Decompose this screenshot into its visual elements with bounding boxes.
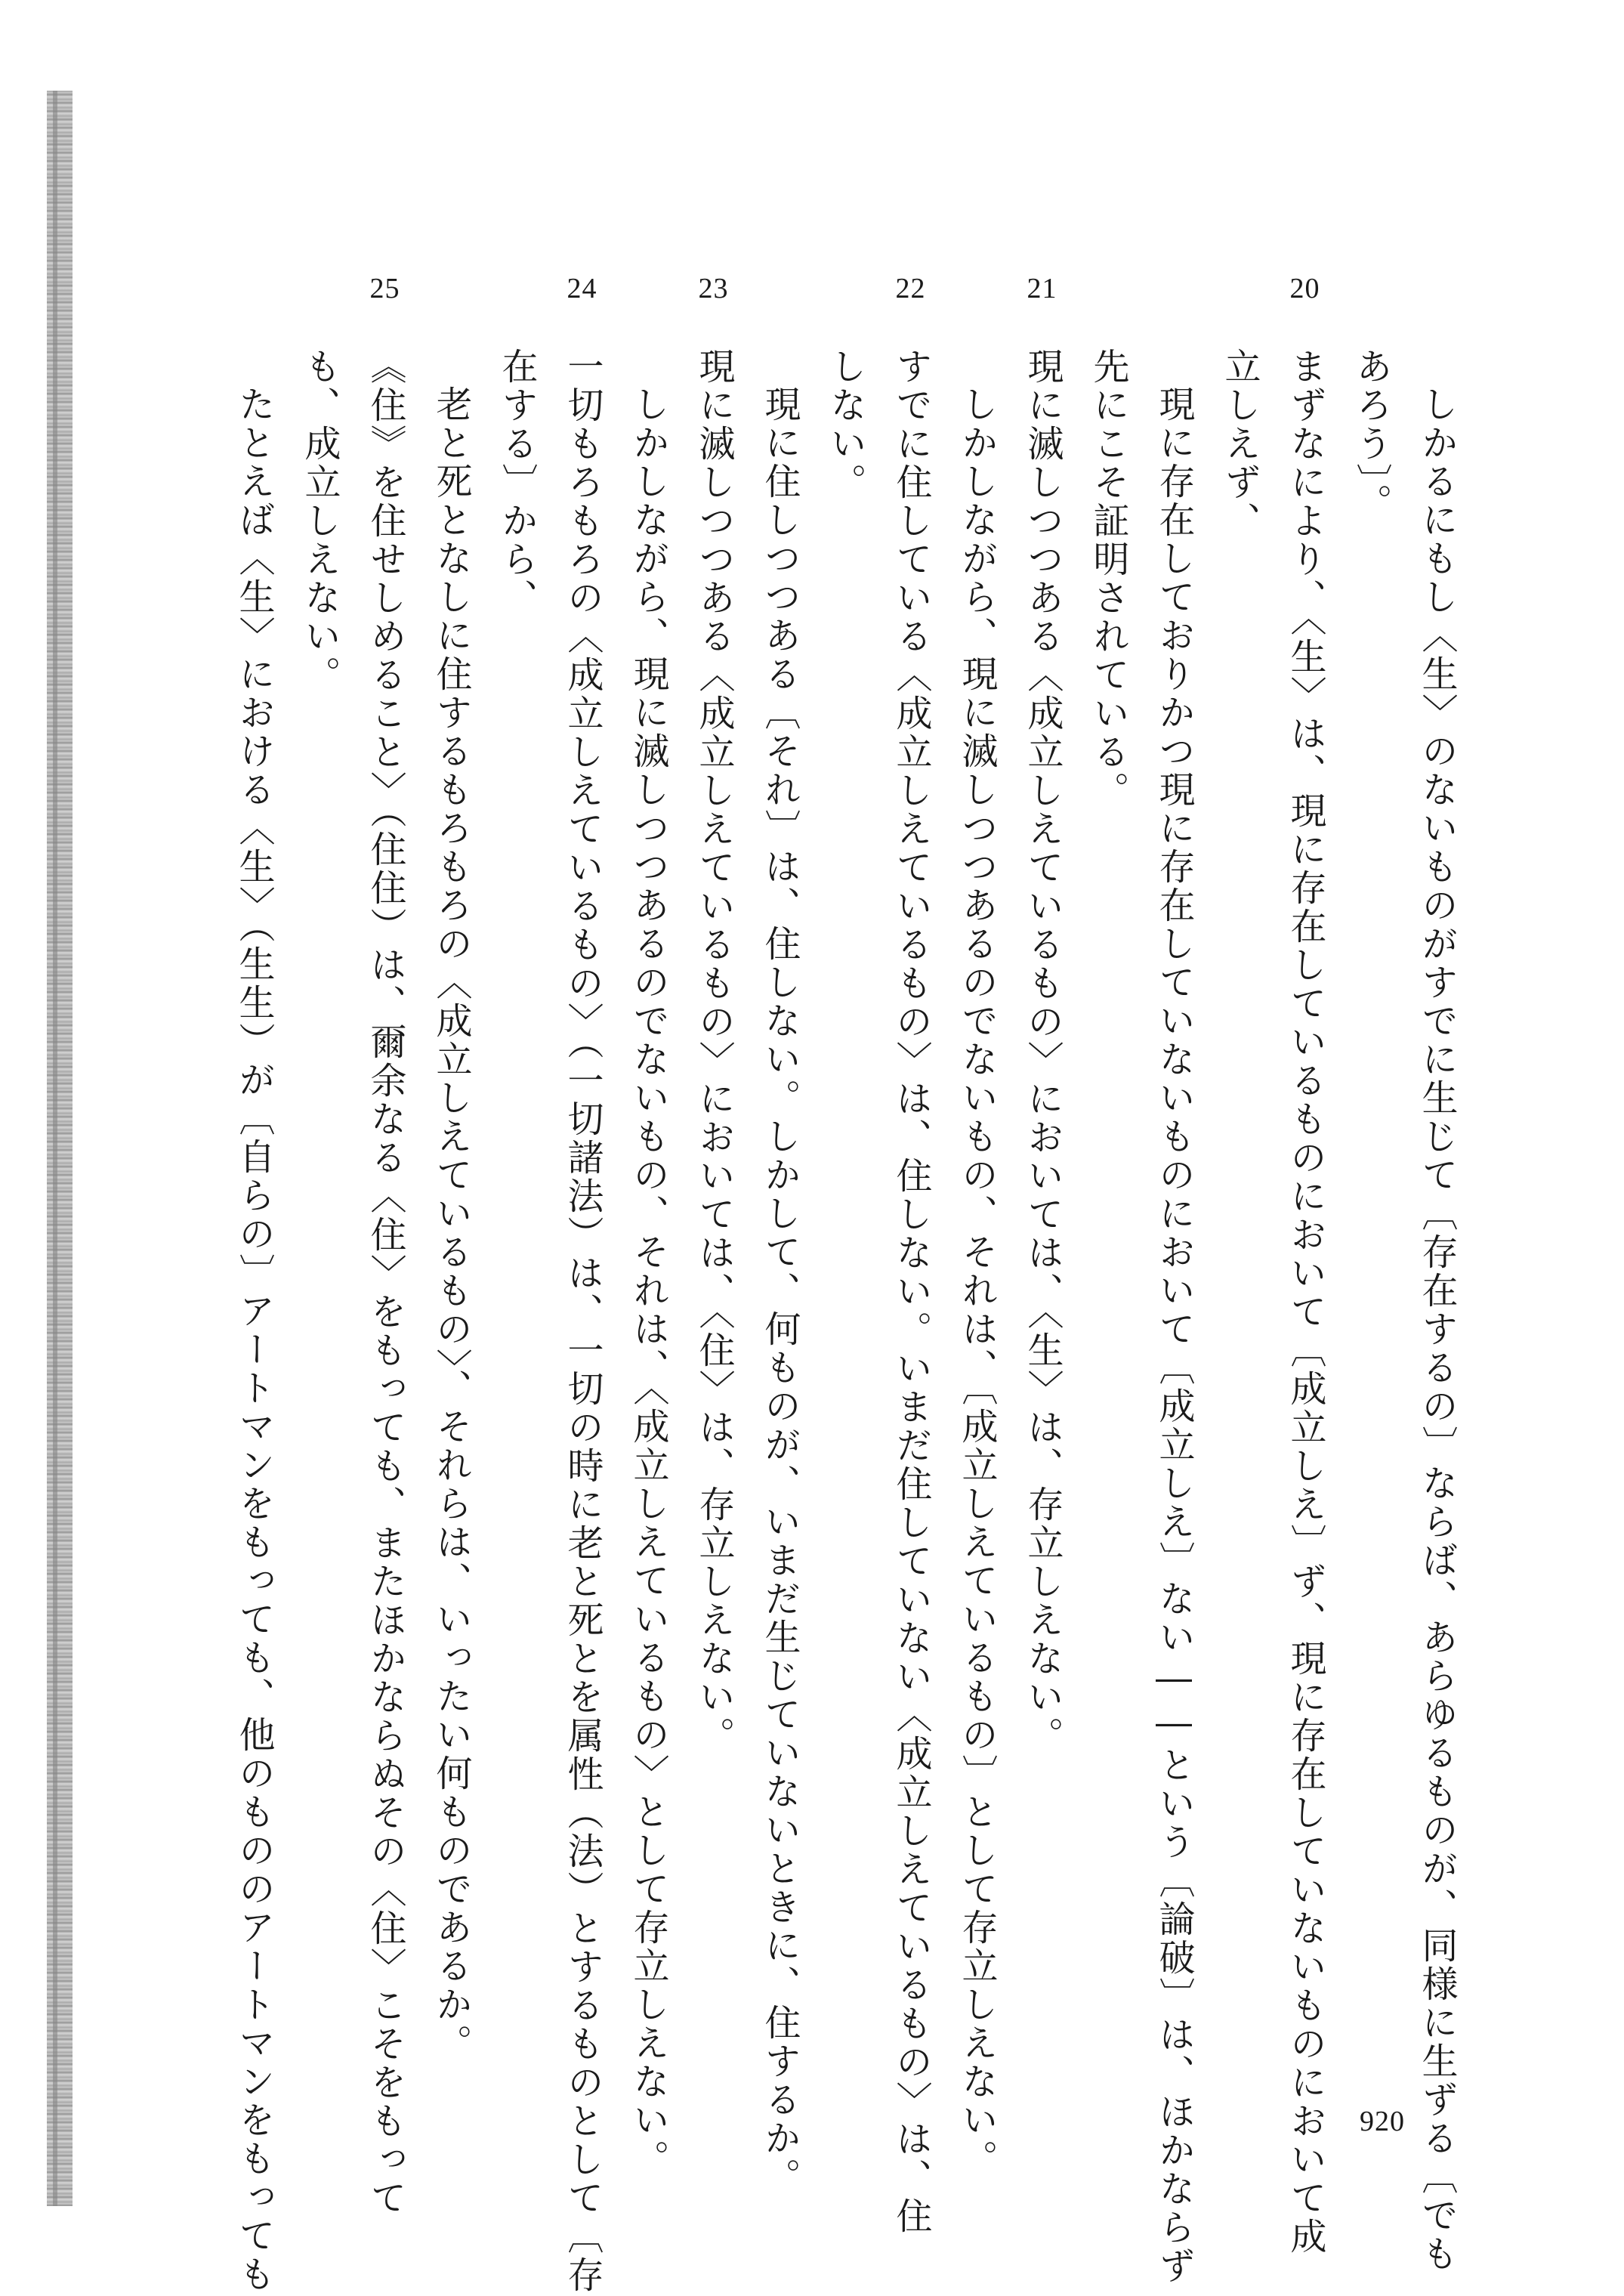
text-column bbox=[549, 257, 615, 2294]
text-column bbox=[615, 257, 681, 2178]
verse-line: 《住》を住せしめること〉（住住）は、爾余なる〈住〉をもっても、またほかならぬその〈住〉こそをもって bbox=[364, 348, 406, 2217]
text-column bbox=[221, 257, 286, 2294]
verse-number: 24 bbox=[567, 273, 597, 304]
verse-line: 在する〕から、 bbox=[496, 348, 538, 617]
text-column bbox=[878, 257, 943, 2236]
text-column bbox=[352, 257, 418, 2217]
verse-line: しかるにもし〈生〉のないものがすでに生じて〔存在するの〕ならば、あらゆるものが、同様に生ずる〔でも bbox=[1416, 385, 1458, 2273]
text-column bbox=[812, 257, 878, 2085]
text-column bbox=[418, 257, 483, 2085]
verse-line: 現に存在しておりかつ現に存在していないものにおいて〔成立しえ〕ない――という〔論破〕は、ほかならず bbox=[1153, 385, 1195, 2285]
text-column bbox=[1338, 257, 1403, 2085]
page-number: 920 bbox=[1360, 2106, 1405, 2137]
text-column bbox=[1009, 257, 1075, 2085]
verse-line: すでに住している〈成立しえているもの〉は、住しない。いまだ住していない〈成立しえているもの〉は、住 bbox=[890, 348, 932, 2236]
binding-edge bbox=[47, 91, 73, 2206]
verse-line: たとえば〈生〉における〈生〉（生生）が〔自らの〕アートマンをもっても、他のもののアートマンをもっても bbox=[233, 385, 275, 2294]
verse-line: 立しえず、 bbox=[1218, 348, 1261, 540]
text-column bbox=[943, 257, 1009, 2178]
verse-line: しかしながら、現に滅しつつあるのでないもの、それは、〔成立しえているもの〕として存立しえない。 bbox=[956, 385, 998, 2178]
text-column bbox=[1141, 257, 1206, 2285]
text-column bbox=[1075, 257, 1141, 2085]
text-column bbox=[1206, 257, 1272, 2085]
verse-number: 25 bbox=[369, 273, 400, 304]
verse-line: 老と死となしに住するもろもろの〈成立しえているもの〉、それらは、いったい何ものであるか。 bbox=[430, 385, 472, 2063]
verse-line: あろう〕。 bbox=[1350, 348, 1392, 522]
verse-line: も、成立しえない。 bbox=[298, 348, 341, 694]
verse-line: 現に滅しつつある〈成立しえているもの〉においては、〈住〉は、存立しえない。 bbox=[693, 348, 735, 1755]
verse-number: 21 bbox=[1027, 273, 1057, 304]
verse-line: 一切もろもろの〈成立しえているもの〉（一切諸法）は、一切の時に老と死とを属性（法）とするものとして〔存 bbox=[561, 348, 604, 2294]
verse-line: まずなにより、〈生〉は、現に存在しているものにおいて〔成立しえ〕ず、現に存在していないものにおいて成 bbox=[1284, 348, 1326, 2256]
text-column bbox=[681, 257, 746, 2085]
verse-number: 23 bbox=[698, 273, 729, 304]
text-column bbox=[1403, 257, 1469, 2273]
text-column bbox=[1272, 257, 1338, 2256]
verse-number: 22 bbox=[895, 273, 926, 304]
text-column bbox=[746, 257, 812, 2196]
verse-line: 現に住しつつある〔それ〕は、住しない。しかして、何ものが、いまだ生じていないときに、住するか。 bbox=[758, 385, 801, 2196]
verse-number: 20 bbox=[1289, 273, 1320, 304]
text-column bbox=[286, 257, 352, 2085]
verse-line: 先にこそ証明されている。 bbox=[1087, 348, 1129, 810]
verse-line: しない。 bbox=[824, 348, 866, 502]
text-column bbox=[483, 257, 549, 2085]
verse-line: 現に滅しつつある〈成立しえているもの〉においては、〈生〉は、存立しえない。 bbox=[1021, 348, 1064, 1755]
verse-line: しかしながら、現に滅しつつあるのでないもの、それは、〈成立しえているもの〉として存立しえない。 bbox=[627, 385, 669, 2178]
